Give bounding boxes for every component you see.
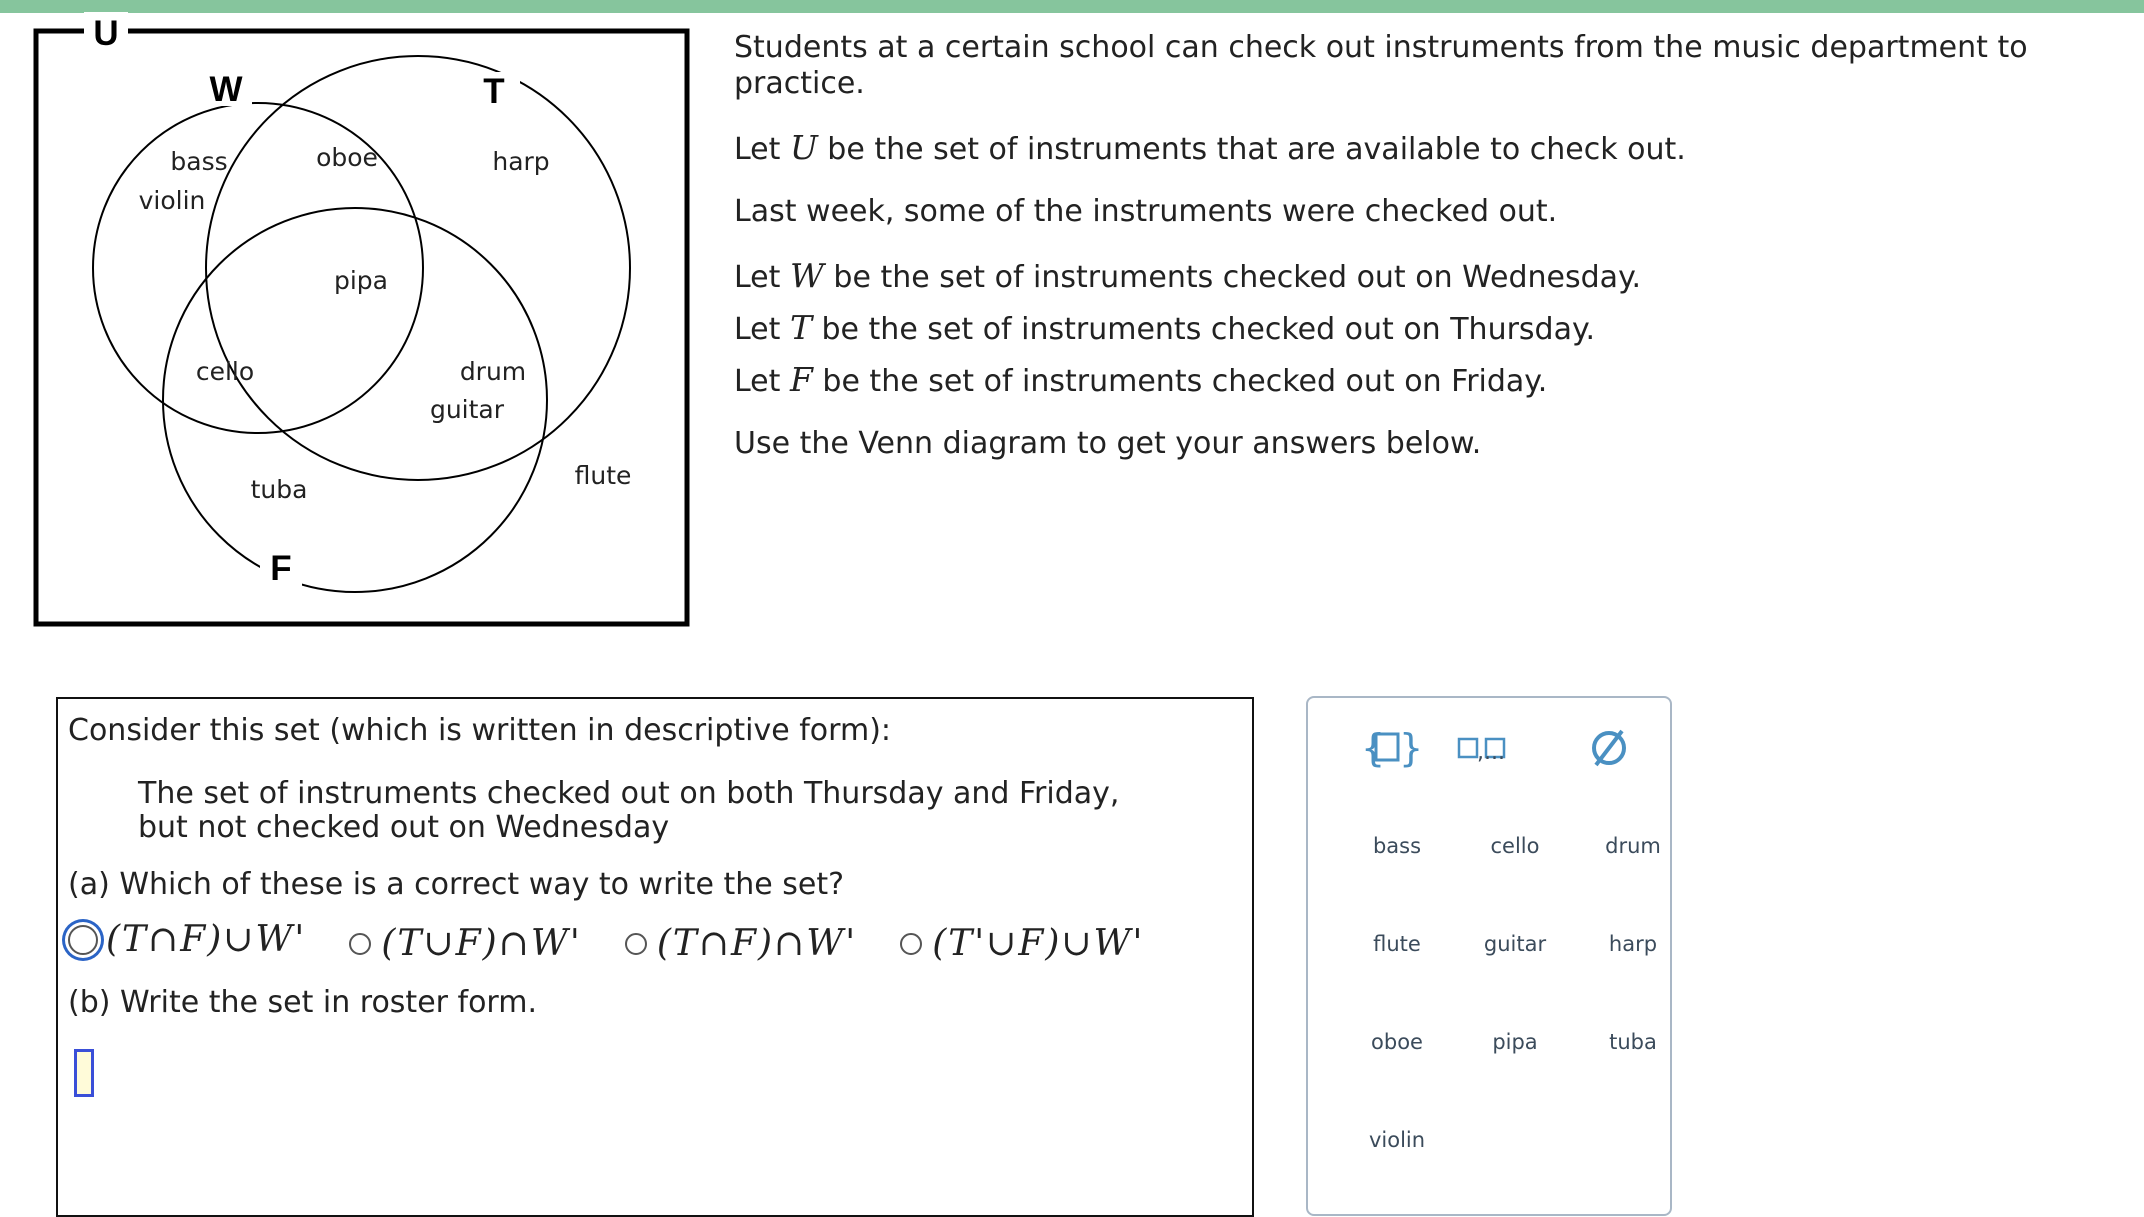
palette-item-guitar[interactable]: guitar — [1483, 932, 1547, 956]
roster-answer-input[interactable] — [74, 1049, 94, 1097]
intro-line: Students at a certain school can check out instruments from the music department to practice. — [734, 30, 2028, 101]
set-w-label: W — [209, 70, 243, 109]
radio-button[interactable] — [900, 933, 922, 955]
intro-line: Use the Venn diagram to get your answers below. — [734, 426, 1482, 461]
element-harp: harp — [492, 147, 550, 176]
option-1[interactable]: (T∩F)∪W' — [64, 919, 306, 960]
set-t-circle — [206, 56, 630, 480]
svg-text:,...: ,... — [1477, 740, 1505, 765]
palette-item-violin[interactable]: violin — [1368, 1128, 1426, 1152]
element-guitar: guitar — [429, 395, 505, 424]
svg-text:}: } — [1399, 726, 1424, 770]
element-drum: drum — [459, 357, 527, 386]
element-oboe: oboe — [316, 143, 378, 172]
empty-set-icon — [1584, 723, 1634, 773]
list-elements-icon — [1455, 725, 1541, 771]
universe-label: U — [93, 14, 119, 53]
set-description: The set of instruments checked out on both Thursday and Friday, but not checked out on Wednesday — [138, 776, 1120, 845]
element-bass: bass — [170, 147, 228, 176]
set-braces-button[interactable] — [1344, 718, 1434, 778]
intro-set-f: Let F be the set of instruments checked out on Friday. — [734, 360, 1548, 399]
palette-item-drum[interactable]: drum — [1605, 834, 1661, 858]
set-t-label: T — [483, 72, 505, 111]
option-4[interactable]: (T'∪F)∪W' — [900, 923, 1144, 964]
element-cello: cello — [195, 357, 255, 386]
palette-item-pipa[interactable]: pipa — [1492, 1030, 1538, 1054]
intro-universe: Let U be the set of instruments that are available to check out. — [734, 128, 1686, 167]
palette-item-tuba[interactable]: tuba — [1609, 1030, 1657, 1054]
problem-intro — [734, 30, 2124, 462]
set-f-label: F — [270, 549, 292, 588]
universe-rectangle — [36, 31, 687, 624]
answer-palette — [1306, 696, 1672, 1216]
radio-button[interactable] — [625, 933, 647, 955]
radio-button[interactable] — [349, 933, 371, 955]
palette-item-oboe[interactable]: oboe — [1371, 1030, 1423, 1054]
svg-text:{: { — [1361, 726, 1386, 770]
option-2[interactable]: (T∪F)∩W' — [349, 923, 581, 964]
element-tuba: tuba — [250, 475, 308, 504]
option-3[interactable]: (T∩F)∩W' — [625, 923, 857, 964]
empty-set-button[interactable] — [1564, 718, 1654, 778]
consider-text: Consider this set (which is written in descriptive form): — [68, 713, 892, 748]
palette-item-harp[interactable]: harp — [1608, 932, 1658, 956]
element-pipa: pipa — [333, 266, 389, 295]
palette-item-cello[interactable]: cello — [1490, 834, 1540, 858]
intro-line: Last week, some of the instruments were checked out. — [734, 194, 1558, 229]
set-braces-icon — [1359, 725, 1424, 771]
palette-item-bass[interactable]: bass — [1372, 834, 1422, 858]
answer-options — [64, 919, 1182, 967]
radio-button[interactable] — [68, 925, 98, 955]
palette-item-flute[interactable]: flute — [1373, 932, 1421, 956]
element-flute: flute — [574, 461, 632, 490]
element-violin: violin — [138, 186, 206, 215]
question-box — [56, 697, 1254, 1217]
intro-set-t: Let T be the set of instruments checked out on Thursday. — [734, 308, 1595, 347]
intro-set-w: Let W be the set of instruments checked out on Wednesday. — [734, 256, 1642, 295]
list-button[interactable] — [1448, 718, 1548, 778]
venn-diagram — [0, 0, 700, 640]
part-a-prompt: (a) Which of these is a correct way to write the set? — [68, 867, 845, 902]
part-b-prompt: (b) Write the set in roster form. — [68, 985, 537, 1020]
